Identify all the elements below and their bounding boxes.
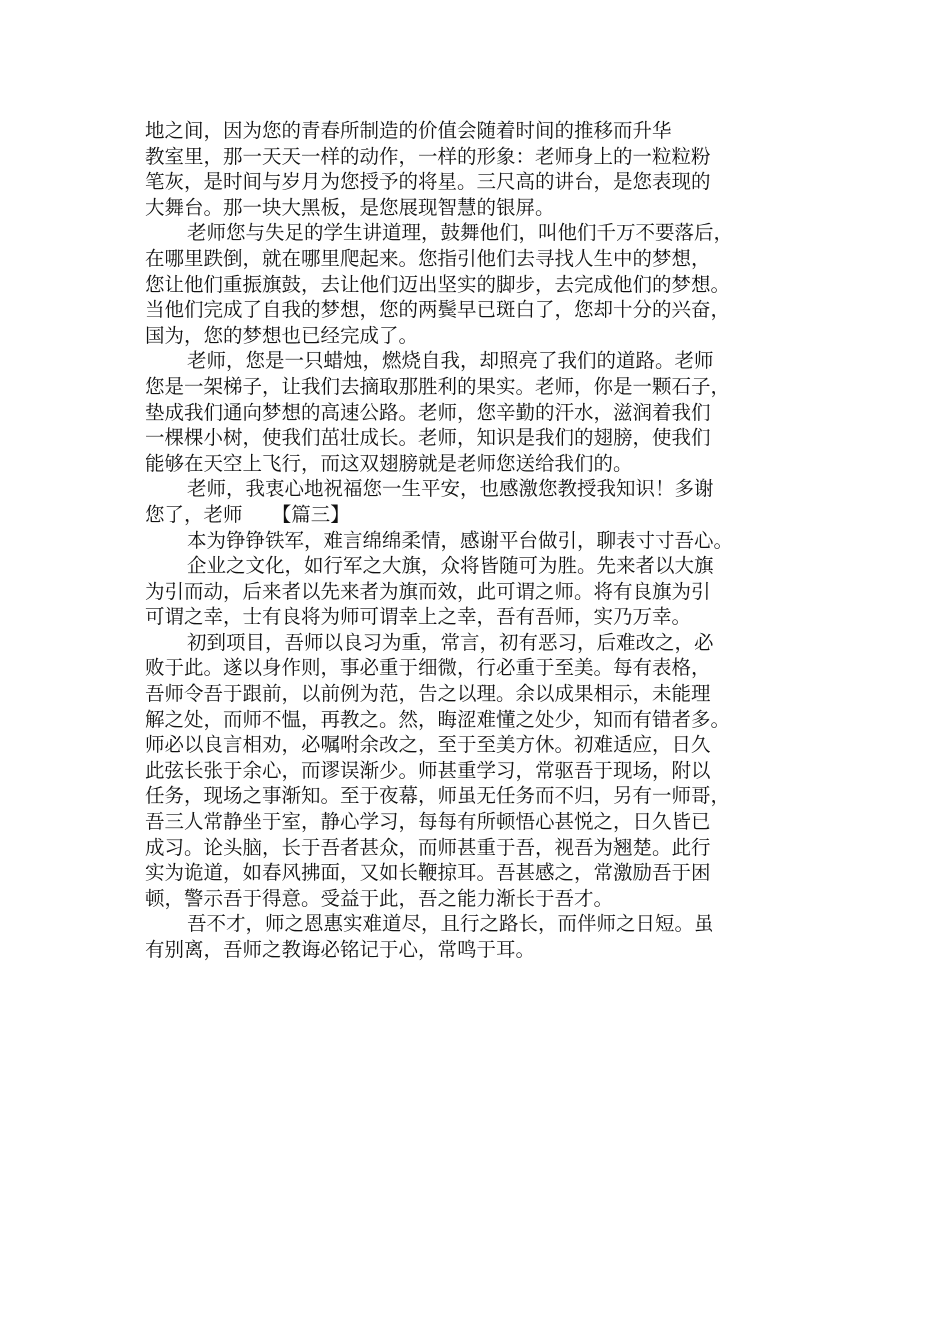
text-line: 本为铮铮铁军，难言绵绵柔情，感谢平台做引，聊表寸寸吾心。: [187, 528, 734, 552]
text-line: 老师，您是一只蜡烛，燃烧自我，却照亮了我们的道路。老师: [187, 349, 714, 373]
text-line: 实为诡道，如春风拂面，又如长鞭掠耳。吾甚感之，常激励吾于困: [145, 861, 711, 885]
text-line: 有别离，吾师之教诲必铭记于心，常鸣于耳。: [145, 938, 536, 961]
text-line: 企业之文化，如行军之大旗，众将皆随可为胜。先来者以大旗: [187, 554, 714, 578]
text-line: 顿，警示吾于得意。受益于此，吾之能力渐长于吾才。: [145, 886, 614, 910]
text-line: 地之间，因为您的青春所制造的价值会随着时间的推移而升华: [145, 119, 672, 142]
text-line: 您了，老师 【篇三】: [145, 502, 350, 526]
text-line: 能够在天空上飞行，而这双翅膀就是老师您送给我们的。: [145, 451, 633, 475]
text-line: 成习。论头脑，长于吾者甚众，而师甚重于吾，视吾为翘楚。此行: [145, 835, 711, 859]
text-line: 您是一架梯子，让我们去摘取那胜利的果实。老师，你是一颗石子，: [145, 374, 731, 398]
text-line: 垫成我们通向梦想的高速公路。老师，您辛勤的汗水，滋润着我们: [145, 400, 711, 424]
text-line: 败于此。遂以身作则，事必重于细微，行必重于至美。每有表格，: [145, 656, 711, 680]
text-line: 吾不才，师之恩惠实难道尽，且行之路长，而伴师之日短。虽: [187, 912, 714, 936]
text-line: 为引而动，后来者以先来者为旗而效，此可谓之师。将有良旗为引: [145, 579, 711, 603]
text-line: 教室里，那一天天一样的动作，一样的形象：老师身上的一粒粒粉: [145, 144, 711, 168]
text-line: 老师，我衷心地祝福您一生平安，也感激您教授我知识！多谢: [187, 477, 714, 501]
text-line: 任务，现场之事渐知。至于夜幕，师虽无任务而不归，另有一师哥，: [145, 784, 731, 808]
text-line: 一棵棵小树，使我们茁壮成长。老师，知识是我们的翅膀，使我们: [145, 426, 711, 450]
text-line: 您让他们重振旗鼓，去让他们迈出坚实的脚步，去完成他们的梦想。: [145, 272, 731, 296]
text-line: 解之处，而师不愠，再教之。然，晦涩难懂之处少，知而有错者多。: [145, 707, 731, 731]
text-line: 大舞台。那一块大黑板，是您展现智慧的银屏。: [145, 195, 555, 219]
document-body: [145, 118, 815, 963]
text-line: 吾师令吾于跟前，以前例为范，告之以理。余以成果相示，未能理: [145, 682, 711, 706]
text-line: 师必以良言相劝，必嘱咐余改之，至于至美方休。初难适应，日久: [145, 733, 711, 757]
text-line: 此弦长张于余心，而谬误渐少。师甚重学习，常驱吾于现场，附以: [145, 758, 711, 782]
text-line: 初到项目，吾师以良习为重，常言，初有恶习，后难改之，必: [187, 630, 714, 654]
text-line: 笔灰，是时间与岁月为您授予的将星。三尺高的讲台，是您表现的: [145, 170, 711, 194]
text-line: 吾三人常静坐于室，静心学习，每每有所顿悟心甚悦之，日久皆已: [145, 810, 711, 834]
text-line: 老师您与失足的学生讲道理，鼓舞他们，叫他们千万不要落后，: [187, 221, 734, 245]
text-line: 国为，您的梦想也已经完成了。: [145, 323, 419, 347]
text-line: 当他们完成了自我的梦想，您的两鬓早已斑白了，您却十分的兴奋，: [145, 298, 731, 322]
text-line: 在哪里跌倒，就在哪里爬起来。您指引他们去寻找人生中的梦想，: [145, 246, 711, 270]
text-line: 可谓之幸，士有良将为师可谓幸上之幸，吾有吾师，实乃万幸。: [145, 605, 692, 629]
